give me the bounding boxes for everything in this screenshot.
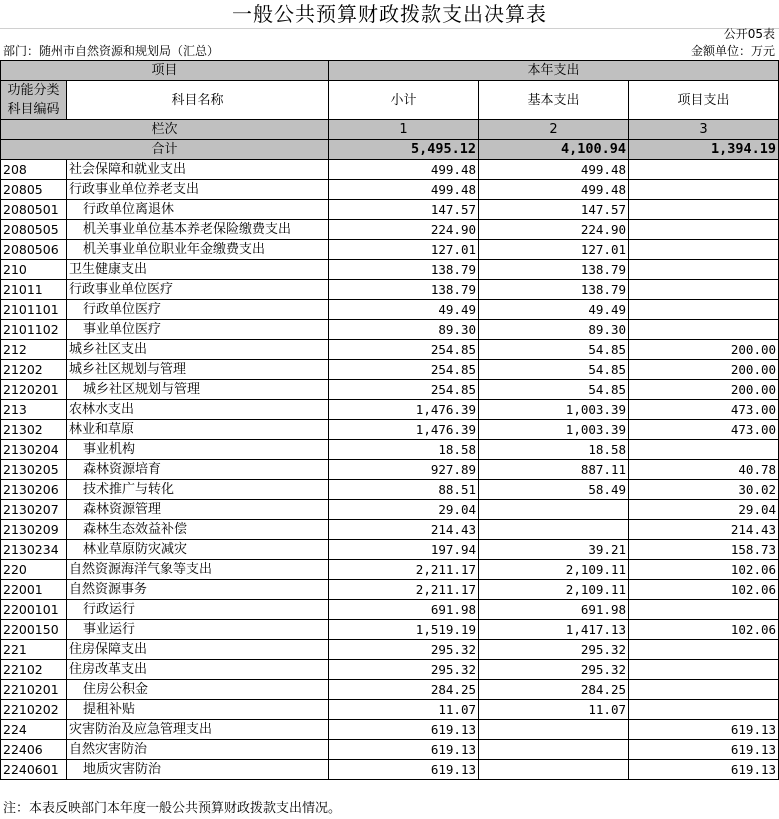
row-subtotal: 49.49 (329, 300, 479, 320)
row-code: 2210202 (1, 700, 67, 720)
row-subject-name: 行政事业单位医疗 (67, 280, 329, 300)
row-subject-name: 农林水支出 (67, 400, 329, 420)
row-subtotal: 214.43 (329, 520, 479, 540)
row-subtotal: 2,211.17 (329, 580, 479, 600)
row-project: 30.02 (629, 480, 779, 500)
table-row (1, 720, 779, 740)
row-code: 2080501 (1, 200, 67, 220)
table-row (1, 160, 779, 180)
table-row (1, 580, 779, 600)
row-subject-name: 事业运行 (67, 620, 329, 640)
row-code: 2240601 (1, 760, 67, 780)
row-code: 21202 (1, 360, 67, 380)
header-row-2 (1, 81, 779, 120)
row-project (629, 640, 779, 660)
row-basic (479, 500, 629, 520)
row-subject-name: 城乡社区支出 (67, 340, 329, 360)
row-subtotal: 619.13 (329, 740, 479, 760)
table-row (1, 460, 779, 480)
row-project (629, 300, 779, 320)
column-number-label: 栏次 (1, 120, 329, 140)
row-project (629, 220, 779, 240)
table-row (1, 220, 779, 240)
row-code: 2120201 (1, 380, 67, 400)
row-subtotal: 295.32 (329, 660, 479, 680)
table-row (1, 520, 779, 540)
row-basic: 691.98 (479, 600, 629, 620)
row-subject-name: 社会保障和就业支出 (67, 160, 329, 180)
row-subtotal: 11.07 (329, 700, 479, 720)
row-code: 2130206 (1, 480, 67, 500)
row-subject-name: 自然灾害防治 (67, 740, 329, 760)
row-basic: 295.32 (479, 640, 629, 660)
table-row (1, 240, 779, 260)
header-subject-name: 科目名称 (67, 81, 329, 120)
column-number-row (1, 120, 779, 140)
total-label: 合计 (1, 140, 329, 160)
table-row (1, 260, 779, 280)
row-project: 102.06 (629, 560, 779, 580)
row-subtotal: 224.90 (329, 220, 479, 240)
row-subtotal: 499.48 (329, 180, 479, 200)
row-code: 2080505 (1, 220, 67, 240)
table-row (1, 180, 779, 200)
row-code: 224 (1, 720, 67, 740)
total-basic: 4,100.94 (479, 140, 629, 160)
row-subject-name: 地质灾害防治 (67, 760, 329, 780)
row-basic: 39.21 (479, 540, 629, 560)
row-project: 200.00 (629, 380, 779, 400)
table-row (1, 500, 779, 520)
row-subject-name: 事业单位医疗 (67, 320, 329, 340)
row-project (629, 280, 779, 300)
column-number-3: 3 (629, 120, 779, 140)
row-project: 102.06 (629, 620, 779, 640)
row-project: 619.13 (629, 740, 779, 760)
row-project (629, 660, 779, 680)
row-subject-name: 森林资源管理 (67, 500, 329, 520)
table-row (1, 440, 779, 460)
row-subject-name: 行政单位医疗 (67, 300, 329, 320)
row-basic: 54.85 (479, 380, 629, 400)
row-project: 619.13 (629, 760, 779, 780)
row-subtotal: 147.57 (329, 200, 479, 220)
row-subject-name: 事业机构 (67, 440, 329, 460)
row-basic: 499.48 (479, 160, 629, 180)
expenditure-table (0, 60, 779, 780)
row-project (629, 260, 779, 280)
row-subtotal: 138.79 (329, 280, 479, 300)
row-basic: 138.79 (479, 260, 629, 280)
row-basic (479, 720, 629, 740)
row-subtotal: 89.30 (329, 320, 479, 340)
row-subtotal: 127.01 (329, 240, 479, 260)
row-project: 473.00 (629, 400, 779, 420)
row-basic: 887.11 (479, 460, 629, 480)
table-row (1, 740, 779, 760)
row-code: 2130207 (1, 500, 67, 520)
row-project: 473.00 (629, 420, 779, 440)
row-code: 21011 (1, 280, 67, 300)
row-project (629, 200, 779, 220)
table-row (1, 660, 779, 680)
total-row (1, 140, 779, 160)
row-code: 2080506 (1, 240, 67, 260)
row-project: 102.06 (629, 580, 779, 600)
table-row (1, 700, 779, 720)
row-subtotal: 619.13 (329, 720, 479, 740)
row-code: 2130209 (1, 520, 67, 540)
table-row (1, 200, 779, 220)
row-subtotal: 29.04 (329, 500, 479, 520)
row-basic: 54.85 (479, 340, 629, 360)
row-subject-name: 住房改革支出 (67, 660, 329, 680)
row-project: 29.04 (629, 500, 779, 520)
table-row (1, 400, 779, 420)
row-subject-name: 机关事业单位基本养老保险缴费支出 (67, 220, 329, 240)
table-row (1, 320, 779, 340)
row-subject-name: 卫生健康支出 (67, 260, 329, 280)
form-number: 公开05表 (723, 27, 775, 41)
row-subtotal: 284.25 (329, 680, 479, 700)
row-project: 619.13 (629, 720, 779, 740)
row-subject-name: 自然资源事务 (67, 580, 329, 600)
table-row (1, 640, 779, 660)
table-row (1, 280, 779, 300)
row-code: 220 (1, 560, 67, 580)
row-project (629, 240, 779, 260)
row-subtotal: 197.94 (329, 540, 479, 560)
row-basic: 18.58 (479, 440, 629, 460)
row-subtotal: 927.89 (329, 460, 479, 480)
row-subject-name: 技术推广与转化 (67, 480, 329, 500)
table-row (1, 360, 779, 380)
row-code: 22102 (1, 660, 67, 680)
row-subtotal: 619.13 (329, 760, 479, 780)
header-row-1 (1, 61, 779, 81)
row-subject-name: 森林资源培育 (67, 460, 329, 480)
row-subtotal: 295.32 (329, 640, 479, 660)
row-code: 21302 (1, 420, 67, 440)
row-basic (479, 520, 629, 540)
row-code: 213 (1, 400, 67, 420)
column-number-2: 2 (479, 120, 629, 140)
row-basic: 1,417.13 (479, 620, 629, 640)
row-code: 2130205 (1, 460, 67, 480)
row-basic (479, 740, 629, 760)
row-project (629, 440, 779, 460)
row-subtotal: 1,476.39 (329, 400, 479, 420)
header-subtotal: 小计 (329, 81, 479, 120)
row-code: 2130234 (1, 540, 67, 560)
row-subject-name: 林业草原防灾减灾 (67, 540, 329, 560)
row-subject-name: 自然资源海洋气象等支出 (67, 560, 329, 580)
row-basic: 127.01 (479, 240, 629, 260)
row-subject-name: 灾害防治及应急管理支出 (67, 720, 329, 740)
row-basic: 89.30 (479, 320, 629, 340)
row-project (629, 680, 779, 700)
row-subtotal: 499.48 (329, 160, 479, 180)
row-basic: 1,003.39 (479, 420, 629, 440)
row-basic: 49.49 (479, 300, 629, 320)
total-subtotal: 5,495.12 (329, 140, 479, 160)
header-func-code: 功能分类科目编码 (1, 81, 67, 120)
row-project (629, 180, 779, 200)
row-code: 2101101 (1, 300, 67, 320)
row-subject-name: 行政运行 (67, 600, 329, 620)
row-code: 22406 (1, 740, 67, 760)
row-project: 200.00 (629, 360, 779, 380)
row-code: 2200150 (1, 620, 67, 640)
row-code: 20805 (1, 180, 67, 200)
row-subject-name: 森林生态效益补偿 (67, 520, 329, 540)
row-subject-name: 机关事业单位职业年金缴费支出 (67, 240, 329, 260)
row-subtotal: 2,211.17 (329, 560, 479, 580)
total-project: 1,394.19 (629, 140, 779, 160)
table-row (1, 600, 779, 620)
row-project (629, 700, 779, 720)
row-subject-name: 行政单位离退休 (67, 200, 329, 220)
department-label: 部门：随州市自然资源和规划局（汇总） (3, 44, 220, 58)
row-basic (479, 760, 629, 780)
table-row (1, 560, 779, 580)
row-basic: 499.48 (479, 180, 629, 200)
row-subject-name: 林业和草原 (67, 420, 329, 440)
row-subtotal: 254.85 (329, 360, 479, 380)
table-row (1, 760, 779, 780)
row-basic: 138.79 (479, 280, 629, 300)
row-subtotal: 254.85 (329, 340, 479, 360)
row-basic: 58.49 (479, 480, 629, 500)
row-code: 208 (1, 160, 67, 180)
table-row (1, 420, 779, 440)
row-project: 40.78 (629, 460, 779, 480)
row-subject-name: 城乡社区规划与管理 (67, 360, 329, 380)
row-subtotal: 691.98 (329, 600, 479, 620)
table-row (1, 300, 779, 320)
row-project: 200.00 (629, 340, 779, 360)
row-subtotal: 18.58 (329, 440, 479, 460)
row-project (629, 320, 779, 340)
row-basic: 54.85 (479, 360, 629, 380)
row-code: 2210201 (1, 680, 67, 700)
row-basic: 2,109.11 (479, 560, 629, 580)
row-code: 212 (1, 340, 67, 360)
row-code: 210 (1, 260, 67, 280)
row-basic: 224.90 (479, 220, 629, 240)
row-code: 22001 (1, 580, 67, 600)
header-item: 项目 (1, 61, 329, 81)
row-subject-name: 城乡社区规划与管理 (67, 380, 329, 400)
row-subject-name: 住房保障支出 (67, 640, 329, 660)
row-subtotal: 1,519.19 (329, 620, 479, 640)
header-basic: 基本支出 (479, 81, 629, 120)
header-project: 项目支出 (629, 81, 779, 120)
row-subject-name: 提租补贴 (67, 700, 329, 720)
column-number-1: 1 (329, 120, 479, 140)
row-basic: 284.25 (479, 680, 629, 700)
row-code: 2101102 (1, 320, 67, 340)
row-basic: 2,109.11 (479, 580, 629, 600)
row-subtotal: 1,476.39 (329, 420, 479, 440)
row-project: 158.73 (629, 540, 779, 560)
row-basic: 147.57 (479, 200, 629, 220)
row-basic: 11.07 (479, 700, 629, 720)
row-basic: 1,003.39 (479, 400, 629, 420)
row-project (629, 160, 779, 180)
table-row (1, 620, 779, 640)
title-divider (0, 28, 779, 29)
footnote: 注：本表反映部门本年度一般公共预算财政拨款支出情况。 (3, 801, 342, 816)
row-subtotal: 138.79 (329, 260, 479, 280)
table-row (1, 680, 779, 700)
row-subtotal: 88.51 (329, 480, 479, 500)
row-subject-name: 住房公积金 (67, 680, 329, 700)
row-code: 2130204 (1, 440, 67, 460)
table-row (1, 340, 779, 360)
row-project: 214.43 (629, 520, 779, 540)
row-code: 2200101 (1, 600, 67, 620)
table-row (1, 540, 779, 560)
row-project (629, 600, 779, 620)
row-subject-name: 行政事业单位养老支出 (67, 180, 329, 200)
row-code: 221 (1, 640, 67, 660)
row-subtotal: 254.85 (329, 380, 479, 400)
row-basic: 295.32 (479, 660, 629, 680)
page-title: 一般公共预算财政拨款支出决算表 (232, 2, 547, 26)
unit-label: 金额单位：万元 (690, 44, 775, 58)
header-current-year: 本年支出 (329, 61, 779, 81)
table-row (1, 480, 779, 500)
table-row (1, 380, 779, 400)
